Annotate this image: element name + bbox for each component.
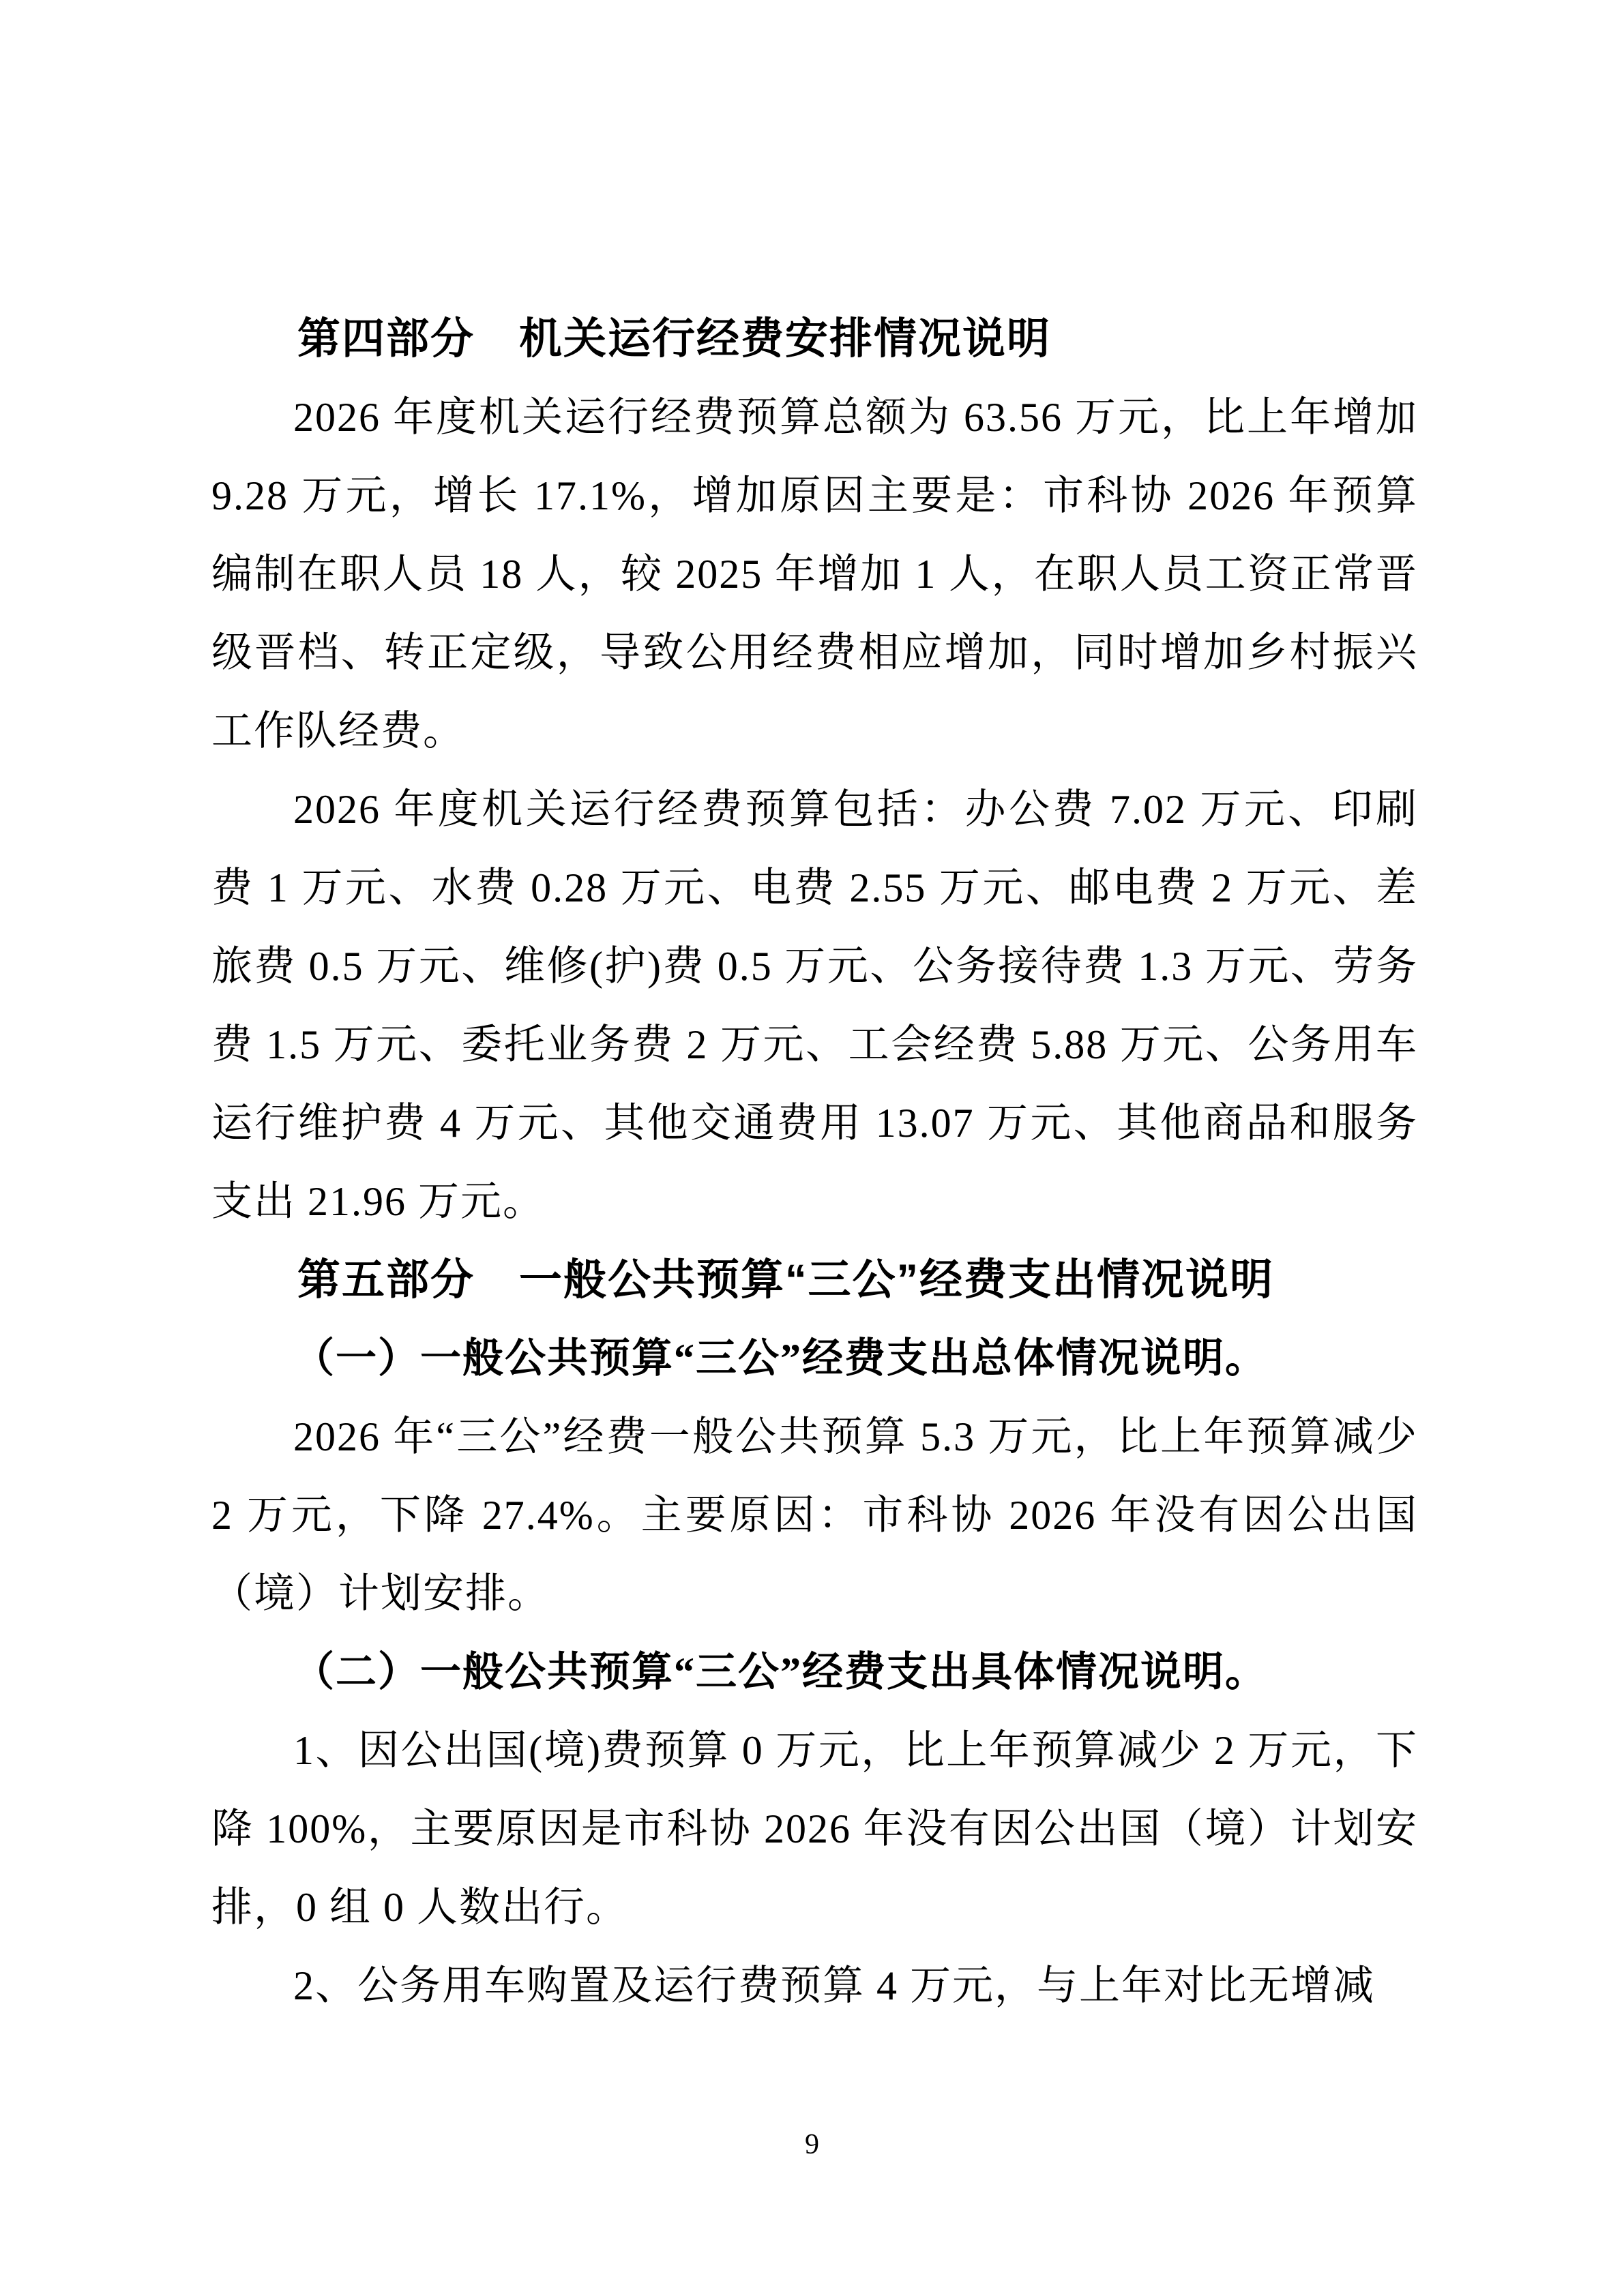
- part5-paragraph-2: 1、因公出国(境)费预算 0 万元，比上年预算减少 2 万元，下降 100%，主要原因是市科协 2026 年没有因公出国（境）计划安排，0 组 0 人数出行。: [211, 1728, 1418, 1930]
- part5-subheading-2: （二）一般公共预算“三公”经费支出具体情况说明。: [293, 1650, 1267, 1695]
- page-number: 9: [805, 2129, 819, 2160]
- part4-paragraph-1: 2026 年度机关运行经费预算总额为 63.56 万元，比上年增加 9.28 万元，增长 17.1%，增加原因主要是：市科协 2026 年预算编制在职人员 18 人，较 2025 年增加 1 人，在职人员工资正常晋级晋档、转正定级，导致公用经费相应增加，同时增加乡村振兴工作队经费。: [211, 395, 1418, 754]
- part5-paragraph-1: 2026 年“三公”经费一般公共预算 5.3 万元，比上年预算减少 2 万元，下降 27.4%。主要原因：市科协 2026 年没有因公出国（境）计划安排。: [211, 1414, 1418, 1616]
- part5-subheading-1: （一）一般公共预算“三公”经费支出总体情况说明。: [293, 1336, 1267, 1381]
- part5-heading: 第五部分 一般公共预算“三公”经费支出情况说明: [297, 1256, 1274, 1304]
- part4-paragraph-2: 2026 年度机关运行经费预算包括：办公费 7.02 万元、印刷费 1 万元、水费 0.28 万元、电费 2.55 万元、邮电费 2 万元、差旅费 0.5 万元、维修(护)费 0.5 万元、公务接待费 1.3 万元、劳务费 1.5 万元、委托业务费 2 万元、工会经费 5.88 万元、公务用车运行维护费 4 万元、其他交通费用 13.07 万元、其他商品和服务支出 21.96 万元。: [211, 787, 1418, 1224]
- part5-paragraph-3: 2、公务用车购置及运行费预算 4 万元，与上年对比无增减: [293, 1963, 1375, 2008]
- part4-heading: 第四部分 机关运行经费安排情况说明: [297, 315, 1051, 363]
- document-content: [211, 300, 1418, 2025]
